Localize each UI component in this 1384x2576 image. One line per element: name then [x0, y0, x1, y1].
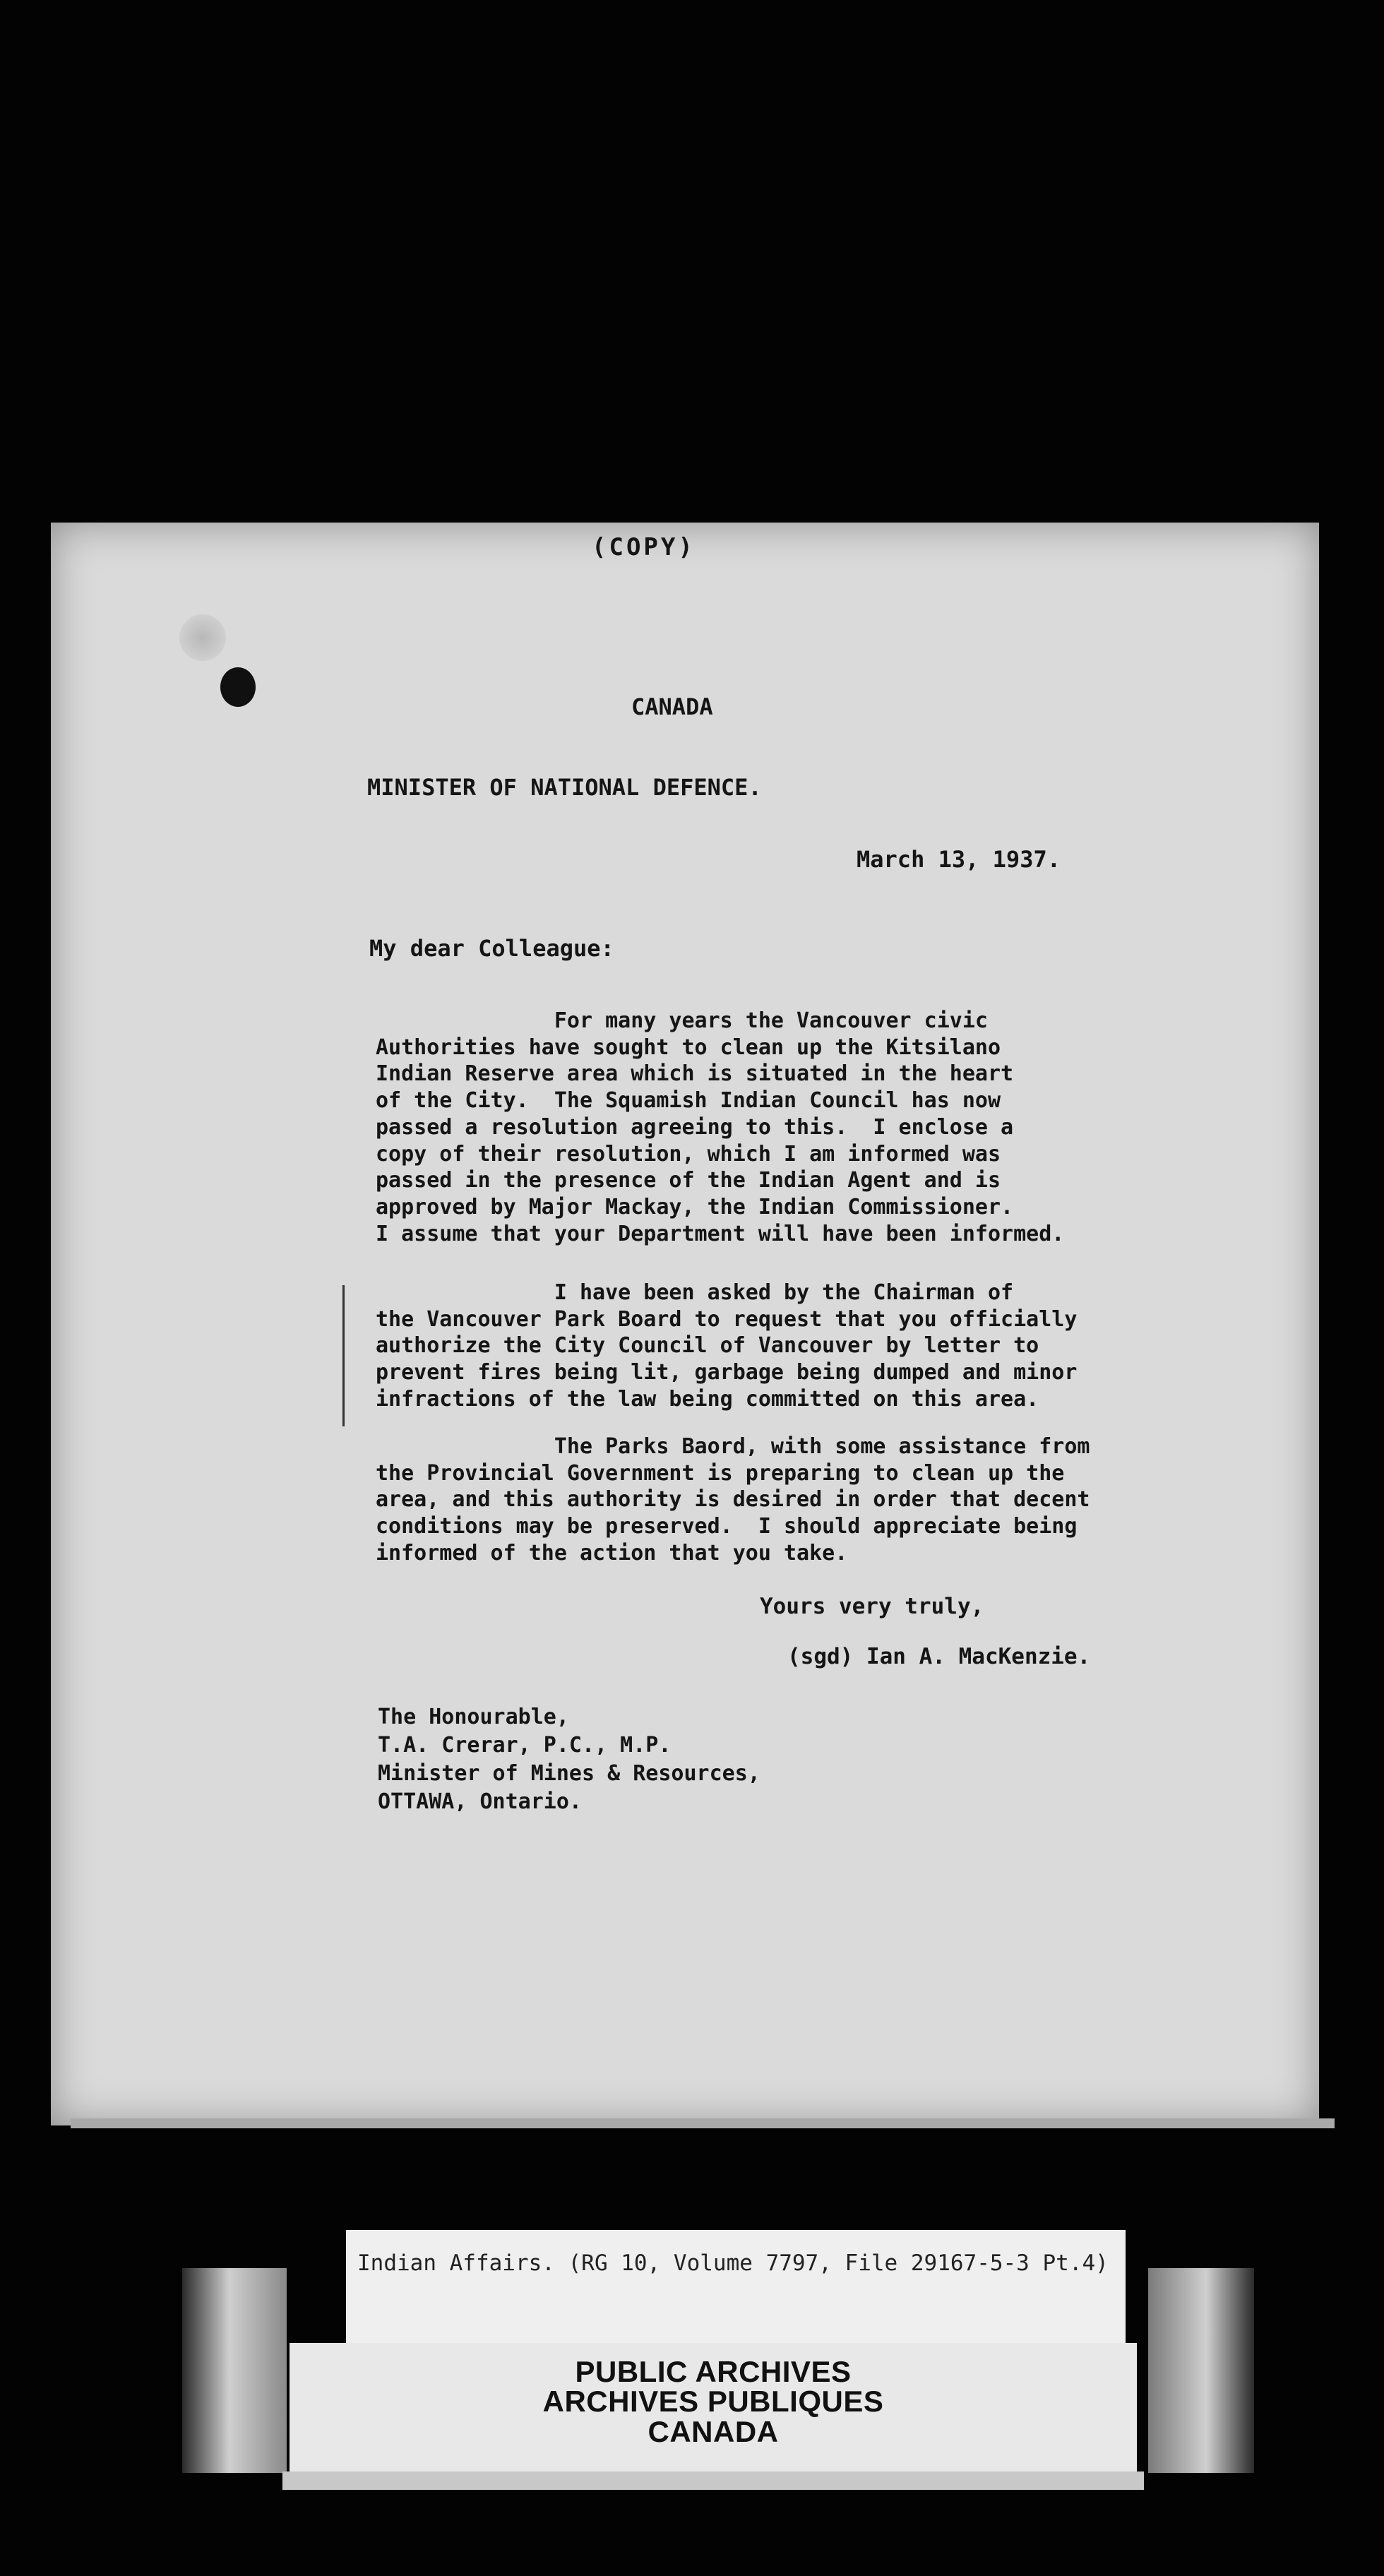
archive-reference-text: Indian Affairs. (RG 10, Volume 7797, File 29167-5-3 Pt.4): [357, 2250, 1109, 2276]
punch-hole: [220, 667, 256, 707]
label-strip: [282, 2471, 1144, 2490]
margin-mark: [342, 1285, 345, 1426]
film-clip-left: [182, 2268, 287, 2473]
salutation: My dear Colleague:: [369, 935, 614, 962]
letterhead-minister-title: MINISTER OF NATIONAL DEFENCE.: [367, 774, 762, 801]
letterhead-country: CANADA: [631, 693, 713, 720]
paper-smudge: [179, 614, 226, 661]
complimentary-close: Yours very truly,: [760, 1594, 984, 1619]
body-paragraph-3: The Parks Baord, with some assistance from the Provincial Government is preparing to clean up the area, and this authority is desired in order that decent conditions may be preserved. I should appreciate being informed of the action that you take.: [376, 1434, 1090, 1566]
stamp-line-1: PUBLIC ARCHIVES: [575, 2355, 852, 2388]
archive-reference-label: [346, 2230, 1126, 2343]
letter-date: March 13, 1937.: [857, 846, 1061, 873]
body-paragraph-2: I have been asked by the Chairman of the Vancouver Park Board to request that you officially authorize the City Council of Vancouver by letter to prevent fires being lit, garbage being dumped and minor infractions of the law being committed on this area.: [376, 1280, 1078, 1412]
stamp-line-3: CANADA: [648, 2415, 779, 2448]
copy-label: (COPY): [592, 533, 696, 561]
body-paragraph-1: For many years the Vancouver civic Authorities have sought to clean up the Kitsilano Indian Reserve area which is situated in the heart of the City. The Squamish Indian Council has now passed a resolution agreeing to this. I enclose a copy of their resolution, which I am informed was passed in the presence of the Indian Agent and is approved by Major Mackay, the Indian Commissioner. I assume that your Department will have been informed.: [376, 1008, 1065, 1246]
film-clip-right: [1148, 2268, 1254, 2473]
addressee-block: The Honourable, T.A. Crerar, P.C., M.P. Minister of Mines & Resources, OTTAWA, Ontario.: [378, 1705, 760, 1814]
page-bottom-edge: [71, 2118, 1335, 2128]
signature-line: (sgd) Ian A. MacKenzie.: [787, 1644, 1091, 1669]
stamp-line-2: ARCHIVES PUBLIQUES: [542, 2385, 884, 2418]
